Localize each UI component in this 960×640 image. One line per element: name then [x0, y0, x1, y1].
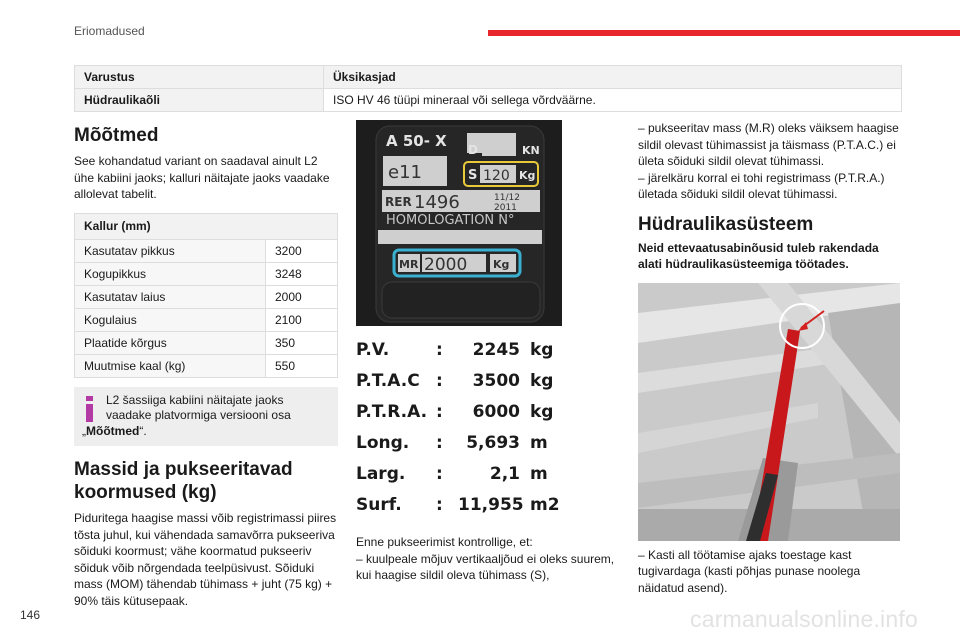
table-row [75, 354, 338, 377]
plate-unit-kn: KN [522, 144, 540, 157]
dim-label: Kogulaius [75, 308, 266, 331]
plate-key: Larg. [356, 463, 406, 484]
plate-unit: m2 [530, 494, 560, 515]
dim-label: Plaatide kõrgus [75, 331, 266, 354]
dim-label: Kasutatav pikkus [75, 239, 266, 262]
spec-header-equipment: Varustus [75, 66, 324, 89]
list-item [356, 489, 576, 520]
masses-heading: Massid ja pukseeritavad koormused (kg) [74, 459, 293, 503]
dimensions-table [74, 213, 338, 378]
plate-unit: m [530, 463, 548, 484]
list-item [356, 427, 576, 458]
dimensions-intro: See kohandatud variant on saadaval ainult L2 ühe kabiini jaoks; kalluri näitajate jaoks vaadake allolevat tabelit. [74, 154, 330, 201]
plate-unit: kg [530, 339, 554, 360]
plate-mr-value: 2000 [424, 255, 468, 275]
table-row [75, 331, 338, 354]
plate-colon: : [436, 401, 443, 422]
plate-date2: 2011 [494, 203, 517, 213]
table-row [75, 308, 338, 331]
info-note [74, 387, 338, 447]
note-reference: „Mõõtmed“. [82, 423, 147, 438]
support-rod-photo [638, 283, 900, 541]
plate-colon: : [436, 339, 443, 360]
dim-value: 550 [266, 354, 338, 377]
hydraulics-lead: Neid ettevaatusabinõusid tuleb rakendada alati hüdraulikasüsteemiga töötades. [638, 240, 879, 271]
table-row [75, 262, 338, 285]
column-left [74, 124, 338, 609]
equipment-spec-table [74, 65, 902, 112]
dim-value: 2000 [266, 285, 338, 308]
plate-colon: : [436, 370, 443, 391]
spec-cell-name: Hüdraulikaõli [75, 89, 324, 112]
plate-unit: m [530, 432, 548, 453]
page-header-section: Eriomadused [74, 24, 145, 38]
plate-s-value: 120 [483, 168, 510, 184]
list-item [356, 365, 576, 396]
column-middle [356, 120, 622, 584]
plate-key: P.T.R.A. [356, 401, 428, 422]
checks-item-1: – kuulpeale mõjuv vertikaaljõud ei oleks suurem, kui haagise sildil oleva tühimass (S), [356, 551, 615, 582]
plate-mr-label: MR [399, 258, 419, 271]
list-item [356, 334, 576, 365]
plate-rer: RER [385, 195, 412, 209]
plate-unit: kg [530, 370, 554, 391]
plate-colon: : [436, 494, 443, 515]
plate-values-list [356, 334, 576, 520]
note-text: L2 šassiiga kabiini näitajate jaoks vaadake platvormiga versiooni osa [106, 392, 291, 422]
plate-unit: kg [530, 401, 554, 422]
table-row [75, 285, 338, 308]
list-item [356, 458, 576, 489]
spec-cell-value: ISO HV 46 tüüpi mineraal või sellega võrdväärne. [324, 89, 902, 112]
plate-key: P.T.A.C [356, 370, 420, 391]
plate-value: 3500 [472, 370, 520, 391]
dim-value: 3248 [266, 262, 338, 285]
plate-e11: e11 [388, 162, 422, 183]
plate-s-label: S [468, 168, 478, 183]
plate-key: Long. [356, 432, 410, 453]
list-item [356, 396, 576, 427]
plate-rer-value: 1496 [414, 192, 460, 213]
spec-header-details: Üksikasjad [324, 66, 902, 89]
plate-value: 6000 [472, 401, 520, 422]
header-accent-bar [488, 30, 960, 36]
vehicle-plate-photo [356, 120, 562, 326]
watermark: carmanualsonline.info [690, 606, 918, 632]
dim-label: Muutmise kaal (kg) [75, 354, 266, 377]
plate-value: 11,955 [458, 494, 524, 515]
table-row [75, 89, 902, 112]
plate-homologation: HOMOLOGATION N° [386, 213, 515, 228]
plate-key: Surf. [356, 494, 402, 515]
plate-key: P.V. [356, 339, 390, 360]
dim-value: 3200 [266, 239, 338, 262]
masses-body: Piduritega haagise massi võib registrimassi piires tõsta juhul, kui vähendada samavõrra pukseeriva sõiduki koormust; vähe koormatud pukseeriv sõiduk võib nõrgendada teelpüsivust. Sõiduki mass (MOM) tähendab tühimass + juht (75 kg) + 90% täis kütusepaak. [74, 511, 337, 608]
plate-value: 5,693 [466, 432, 520, 453]
checks-intro: Enne pukseerimist kontrollige, et: [356, 535, 533, 549]
plate-value: 2,1 [489, 463, 520, 484]
plate-line1: A 50- X [386, 132, 447, 150]
page-number: 146 [20, 608, 41, 622]
table-row [75, 239, 338, 262]
dimensions-heading: Mõõtmed [74, 125, 159, 146]
plate-date1: 11/12 [494, 193, 520, 203]
dimensions-table-header: Kallur (mm) [75, 213, 338, 239]
info-icon [85, 396, 94, 422]
checks-item-2: – pukseeritav mass (M.R) oleks väiksem haagise sildil olevast tühimassist ja täismass (P.T.A.C.) ei ületa sõiduki sildil olevat tühimassi. [638, 121, 899, 168]
hydraulics-heading: Hüdraulikasüsteem [638, 213, 814, 235]
dim-label: Kogupikkus [75, 262, 266, 285]
hydraulics-item-1: – Kasti all töötamise ajaks toestage kast tugivardaga (kasti põhjas punase noolega näidatud asend). [638, 547, 861, 595]
column-right [638, 120, 900, 596]
plate-colon: : [436, 432, 443, 453]
dim-value: 350 [266, 331, 338, 354]
plate-value: 2245 [472, 339, 520, 360]
plate-mr-unit: Kg [493, 258, 510, 271]
checks-item-3: – järelkäru korral ei tohi registrimass (P.T.R.A.) ületada sõiduki sildil olevat tühimassi. [638, 170, 885, 201]
note-reference-link: Mõõtmed [86, 423, 140, 438]
plate-colon: : [436, 463, 443, 484]
dim-value: 2100 [266, 308, 338, 331]
dim-label: Kasutatav laius [75, 285, 266, 308]
plate-s-unit: Kg [519, 169, 536, 182]
plate-letter-d: D [468, 143, 478, 157]
